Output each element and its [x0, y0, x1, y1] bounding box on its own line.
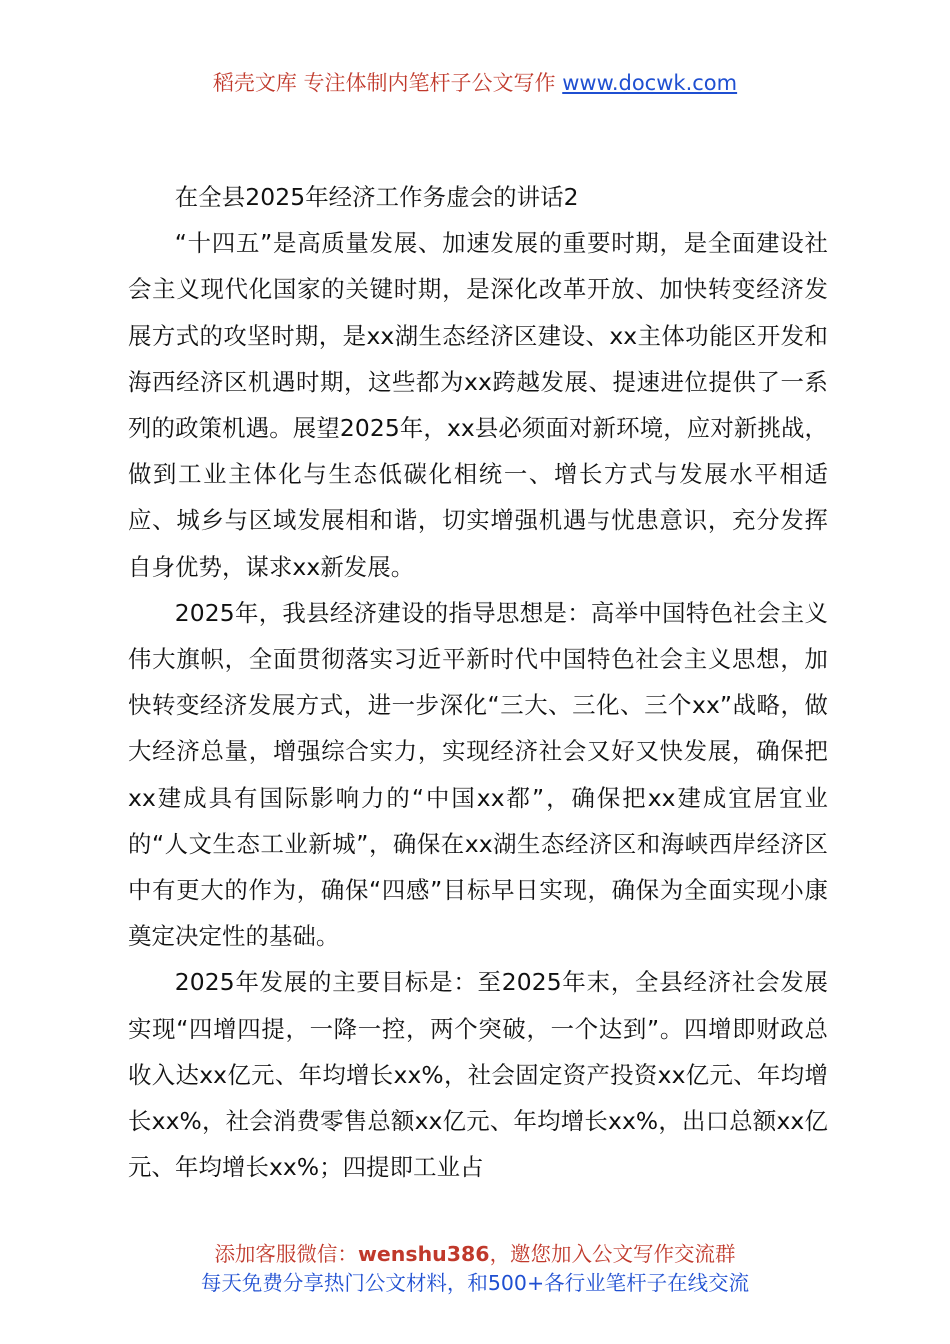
footer-contact-suffix: ，邀您加入公文写作交流群: [489, 1242, 736, 1266]
paragraph-3: 2025年发展的主要目标是：至2025年末，全县经济社会发展实现“四增四提，一降一控，两个突破，一个达到”。四增即财政总收入达xx亿元、年均增长xx%，社会固定资产投资xx亿元、年均增长xx%，社会消费零售总额xx亿元、年均增长xx%，出口总额xx亿元、年均增长xx%；四提即工业占: [128, 968, 828, 1182]
document-title: 在全县2025年经济工作务虚会的讲话2: [174, 183, 579, 211]
footer-promo-line: 每天免费分享热门公文材料，和500+各行业笔杆子在线交流: [200, 1271, 750, 1295]
footer-wechat-id: wenshu386: [357, 1242, 490, 1266]
paragraph-2: 2025年，我县经济建设的指导思想是：高举中国特色社会主义伟大旗帜，全面贯彻落实习近平新时代中国特色社会主义思想，加快转变经济发展方式，进一步深化“三大、三化、三个xx”战略，做大经济总量，增强综合实力，实现经济社会又好又快发展，确保把xx建成具有国际影响力的“中国xx都”，确保把xx建成宜居宜业的“人文生态工业新城”，确保在xx湖生态经济区和海峡西岸经济区中有更大的作为，确保“四感”目标早日实现，确保为全面实现小康奠定决定性的基础。: [128, 598, 828, 951]
paragraph-1: “十四五”是高质量发展、加速发展的重要时期，是全面建设社会主义现代化国家的关键时期，是深化改革开放、加快转变经济发展方式的攻坚时期，是xx湖生态经济区建设、xx主体功能区开发和海西经济区机遇时期，这些都为xx跨越发展、提速进位提供了一系列的政策机遇。展望2025年，xx县必须面对新环境，应对新挑战，做到工业主体化与生态低碳化相统一、增长方式与发展水平相适应、城乡与区域发展相和谐，切实增强机遇与忧患意识，充分发挥自身优势，谋求xx新发展。: [128, 229, 828, 581]
header-site-link[interactable]: www.docwk.com: [562, 71, 738, 95]
footer-contact-prefix: 添加客服微信：: [214, 1242, 358, 1266]
header-brand-text: 稻壳文库 专注体制内笔杆子公文写作: [212, 71, 563, 95]
document-body: [128, 174, 828, 1190]
footer-contact-line: [0, 1240, 950, 1269]
page-header: [0, 68, 950, 98]
page-footer: [0, 1240, 950, 1298]
